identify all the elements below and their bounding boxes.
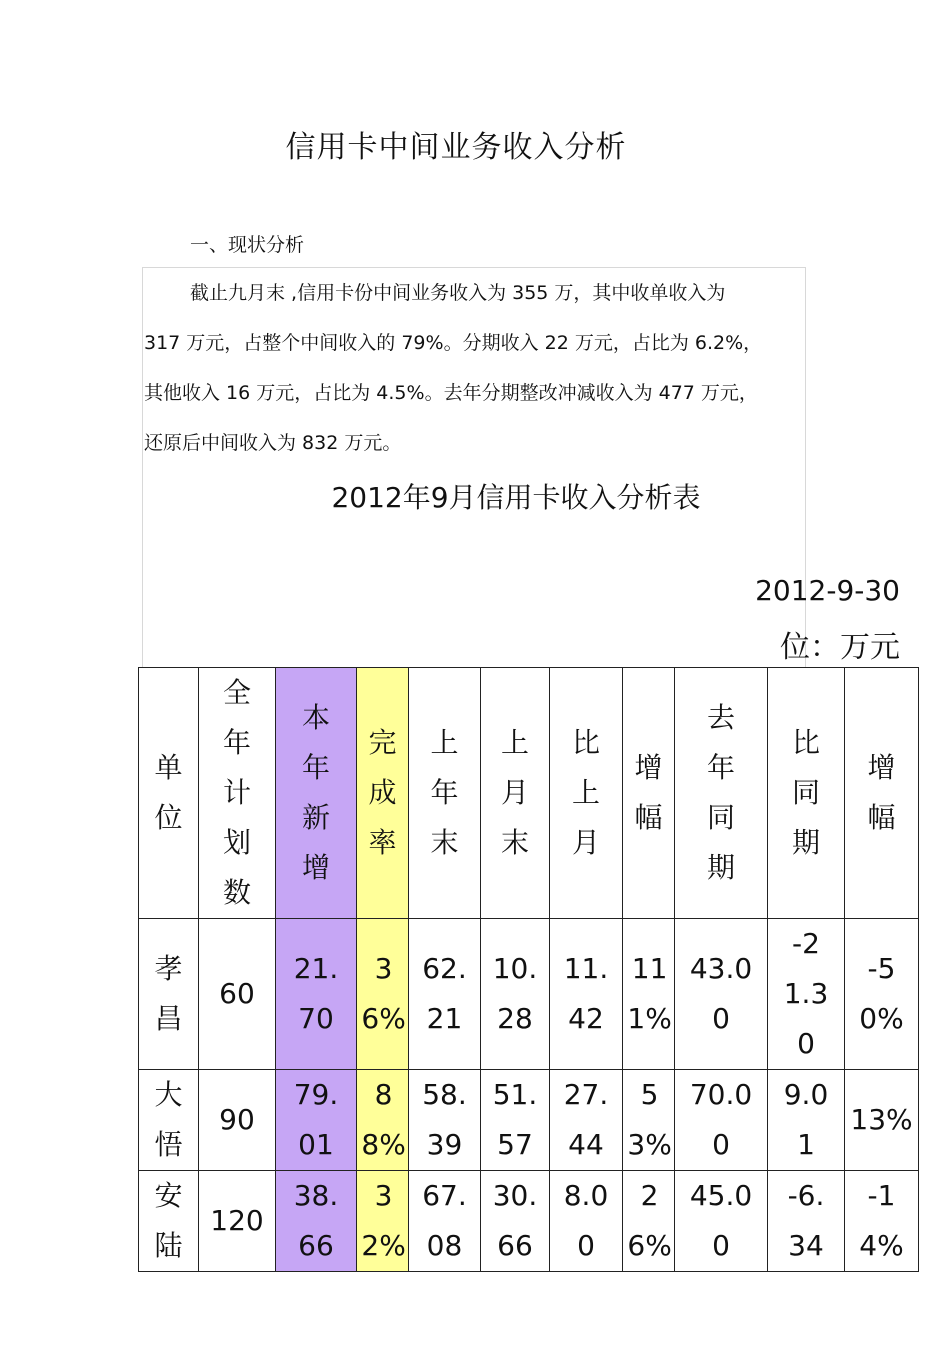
- table-cell: -21.30: [768, 919, 845, 1070]
- table-row: [139, 919, 919, 1070]
- income-analysis-table: [138, 667, 919, 1272]
- header-cell: 增幅: [623, 668, 675, 919]
- header-cell: 上年末: [409, 668, 481, 919]
- header-cell: 增幅: [845, 668, 919, 919]
- table-cell: 27.44: [550, 1070, 623, 1171]
- table-cell: 38.66: [276, 1171, 357, 1272]
- table-cell: -6.34: [768, 1171, 845, 1272]
- table-cell: 32%: [357, 1171, 409, 1272]
- table-cell: -50%: [845, 919, 919, 1070]
- report-date: 2012-9-30: [755, 574, 900, 607]
- header-cell: 去年同期: [675, 668, 768, 919]
- table-cell: 36%: [357, 919, 409, 1070]
- table-cell: 11.42: [550, 919, 623, 1070]
- table-cell: 30.66: [481, 1171, 550, 1272]
- table-cell: 43.00: [675, 919, 768, 1070]
- table-cell: 8.00: [550, 1171, 623, 1272]
- section-heading: 一、现状分析: [190, 234, 305, 256]
- paragraph-line: 其他收入 16 万元，占比为 4.5%。去年分期整改冲减收入为 477 万元，: [144, 382, 758, 404]
- table-row: [139, 1070, 919, 1171]
- paragraph-line: 317 万元，占整个中间收入的 79%。分期收入 22 万元，占比为 6.2%，: [144, 332, 763, 354]
- table-cell: 79.01: [276, 1070, 357, 1171]
- table-cell: 70.00: [675, 1070, 768, 1171]
- table-cell: -14%: [845, 1171, 919, 1272]
- table-cell: 58.39: [409, 1070, 481, 1171]
- document-title: 信用卡中间业务收入分析: [285, 130, 627, 165]
- header-cell: 比同期: [768, 668, 845, 919]
- header-cell: 单位: [139, 668, 199, 919]
- table-cell: 60: [199, 919, 276, 1070]
- header-cell: 上月末: [481, 668, 550, 919]
- table-row: [139, 1171, 919, 1272]
- table-title: 2012年9月信用卡收入分析表: [331, 481, 701, 514]
- table-cell: 51.57: [481, 1070, 550, 1171]
- table-cell: 孝昌: [139, 919, 199, 1070]
- table-cell: 安陆: [139, 1171, 199, 1272]
- table-cell: 13%: [845, 1070, 919, 1171]
- header-cell: 本年新增: [276, 668, 357, 919]
- table-cell: 62.21: [409, 919, 481, 1070]
- table-cell: 21.70: [276, 919, 357, 1070]
- table-cell: 26%: [623, 1171, 675, 1272]
- paragraph-line: 还原后中间收入为 832 万元。: [144, 432, 402, 454]
- table-cell: 53%: [623, 1070, 675, 1171]
- table-cell: 45.00: [675, 1171, 768, 1272]
- header-cell: 完成率: [357, 668, 409, 919]
- table-cell: 大悟: [139, 1070, 199, 1171]
- table-cell: 90: [199, 1070, 276, 1171]
- table-cell: 67.08: [409, 1171, 481, 1272]
- table-cell: 88%: [357, 1070, 409, 1171]
- unit-label: 位：万元: [780, 630, 900, 665]
- table-header-row: [139, 668, 919, 919]
- header-cell: 全年计划数: [199, 668, 276, 919]
- header-cell: 比上月: [550, 668, 623, 919]
- table-cell: 120: [199, 1171, 276, 1272]
- table-cell: 9.01: [768, 1070, 845, 1171]
- table-cell: 10.28: [481, 919, 550, 1070]
- paragraph-line: 截止九月末 ,信用卡份中间业务收入为 355 万，其中收单收入为: [190, 282, 726, 304]
- summary-paragraph: [144, 268, 804, 468]
- table-cell: 111%: [623, 919, 675, 1070]
